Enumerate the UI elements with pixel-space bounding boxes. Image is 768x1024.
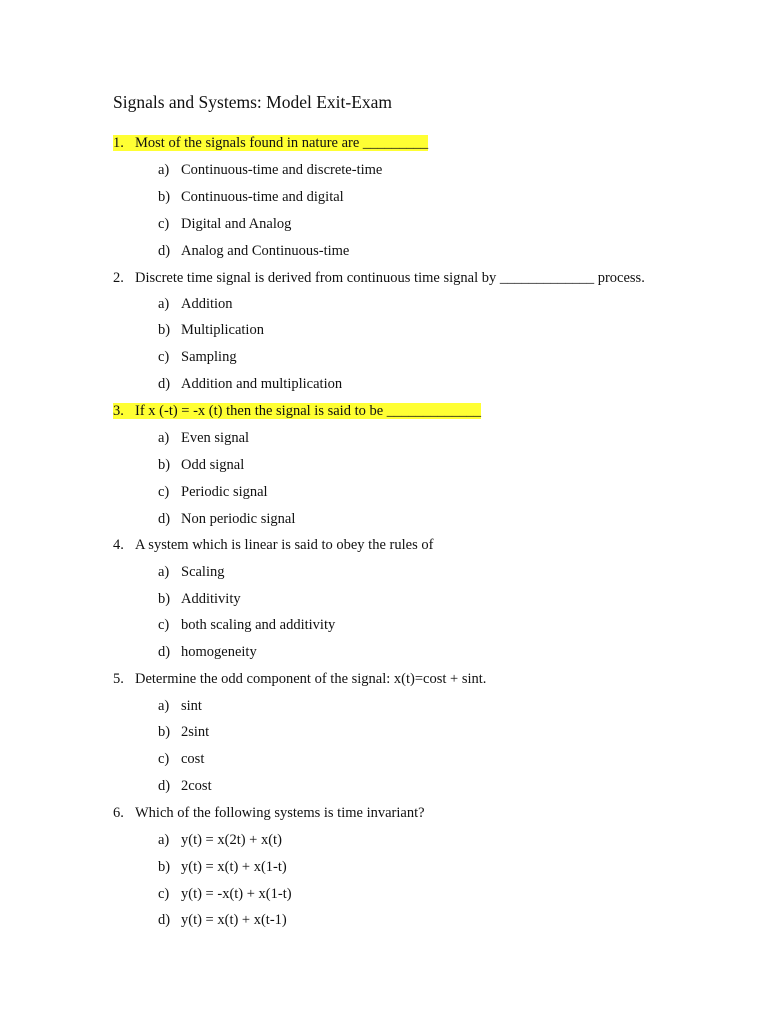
option-letter: d) bbox=[158, 243, 171, 259]
question-text: Discrete time signal is derived from continuous time signal by _____________ process. bbox=[135, 270, 645, 286]
option-text: Multiplication bbox=[181, 322, 264, 338]
option-2a bbox=[158, 295, 233, 313]
option-text: Digital and Analog bbox=[181, 216, 292, 232]
option-6b bbox=[158, 858, 287, 876]
option-letter: a) bbox=[158, 162, 170, 178]
option-text: Scaling bbox=[181, 564, 225, 580]
option-5b bbox=[158, 723, 209, 741]
option-letter: a) bbox=[158, 698, 170, 714]
option-6d bbox=[158, 911, 287, 929]
question-4 bbox=[113, 536, 433, 554]
option-letter: d) bbox=[158, 778, 171, 794]
option-3b bbox=[158, 456, 244, 474]
option-text: y(t) = x(t) + x(1-t) bbox=[181, 859, 287, 875]
question-text: Which of the following systems is time invariant? bbox=[135, 805, 425, 821]
question-1 bbox=[113, 134, 428, 152]
question-number: 4. bbox=[113, 537, 124, 553]
option-text: both scaling and additivity bbox=[181, 617, 336, 633]
option-letter: a) bbox=[158, 832, 170, 848]
option-letter: c) bbox=[158, 617, 170, 633]
question-2 bbox=[113, 269, 645, 287]
question-3 bbox=[113, 402, 481, 420]
option-letter: a) bbox=[158, 564, 170, 580]
option-4c bbox=[158, 616, 335, 634]
option-text: Periodic signal bbox=[181, 484, 268, 500]
question-number: 5. bbox=[113, 671, 124, 687]
question-text: Determine the odd component of the signal: x(t)=cost + sint. bbox=[135, 671, 487, 687]
option-3c bbox=[158, 483, 268, 501]
option-text: Odd signal bbox=[181, 457, 245, 473]
option-text: sint bbox=[181, 698, 202, 714]
question-number: 3. bbox=[113, 403, 124, 419]
option-3d bbox=[158, 510, 295, 528]
option-letter: d) bbox=[158, 376, 171, 392]
option-1d bbox=[158, 242, 349, 260]
option-text: Addition and multiplication bbox=[181, 376, 343, 392]
option-letter: b) bbox=[158, 189, 171, 205]
question-text: If x (-t) = -x (t) then the signal is said to be _____________ bbox=[135, 403, 482, 419]
exam-title: Signals and Systems: Model Exit-Exam bbox=[113, 92, 393, 112]
option-letter: d) bbox=[158, 644, 171, 660]
option-letter: c) bbox=[158, 484, 170, 500]
option-letter: d) bbox=[158, 912, 171, 928]
option-text: Analog and Continuous-time bbox=[181, 243, 350, 259]
question-5 bbox=[113, 670, 486, 688]
question-text: A system which is linear is said to obey the rules of bbox=[135, 537, 434, 553]
option-text: 2sint bbox=[181, 724, 210, 740]
option-5d bbox=[158, 777, 212, 795]
option-4a bbox=[158, 563, 225, 581]
option-text: Addition bbox=[181, 296, 233, 312]
option-letter: c) bbox=[158, 349, 170, 365]
option-text: homogeneity bbox=[181, 644, 257, 660]
option-4d bbox=[158, 643, 257, 661]
option-1b bbox=[158, 188, 344, 206]
option-text: Even signal bbox=[181, 430, 250, 446]
question-6 bbox=[113, 804, 425, 822]
option-text: cost bbox=[181, 751, 205, 767]
option-text: Non periodic signal bbox=[181, 511, 296, 527]
option-3a bbox=[158, 429, 249, 447]
question-text: Most of the signals found in nature are _________ bbox=[135, 135, 429, 151]
option-text: Continuous-time and discrete-time bbox=[181, 162, 383, 178]
option-text: 2cost bbox=[181, 778, 212, 794]
option-2b bbox=[158, 321, 264, 339]
option-4b bbox=[158, 590, 241, 608]
option-6c bbox=[158, 885, 292, 903]
option-letter: b) bbox=[158, 322, 171, 338]
question-1-highlight bbox=[113, 135, 428, 151]
option-6a bbox=[158, 831, 282, 849]
option-letter: b) bbox=[158, 457, 171, 473]
option-letter: b) bbox=[158, 859, 171, 875]
option-1a bbox=[158, 161, 382, 179]
question-number: 2. bbox=[113, 270, 124, 286]
option-letter: b) bbox=[158, 591, 171, 607]
question-number: 1. bbox=[113, 135, 124, 151]
option-text: Additivity bbox=[181, 591, 241, 607]
option-letter: c) bbox=[158, 751, 170, 767]
question-3-highlight bbox=[113, 403, 481, 419]
option-1c bbox=[158, 215, 291, 233]
question-number: 6. bbox=[113, 805, 124, 821]
option-2c bbox=[158, 348, 237, 366]
option-letter: a) bbox=[158, 430, 170, 446]
option-letter: a) bbox=[158, 296, 170, 312]
option-text: y(t) = x(t) + x(t-1) bbox=[181, 912, 287, 928]
option-text: y(t) = x(2t) + x(t) bbox=[181, 832, 282, 848]
option-2d bbox=[158, 375, 342, 393]
option-letter: b) bbox=[158, 724, 171, 740]
option-letter: c) bbox=[158, 216, 170, 232]
option-letter: c) bbox=[158, 886, 170, 902]
option-text: Sampling bbox=[181, 349, 237, 365]
option-text: y(t) = -x(t) + x(1-t) bbox=[181, 886, 292, 902]
option-text: Continuous-time and digital bbox=[181, 189, 344, 205]
option-5c bbox=[158, 750, 204, 768]
option-5a bbox=[158, 697, 202, 715]
option-letter: d) bbox=[158, 511, 171, 527]
